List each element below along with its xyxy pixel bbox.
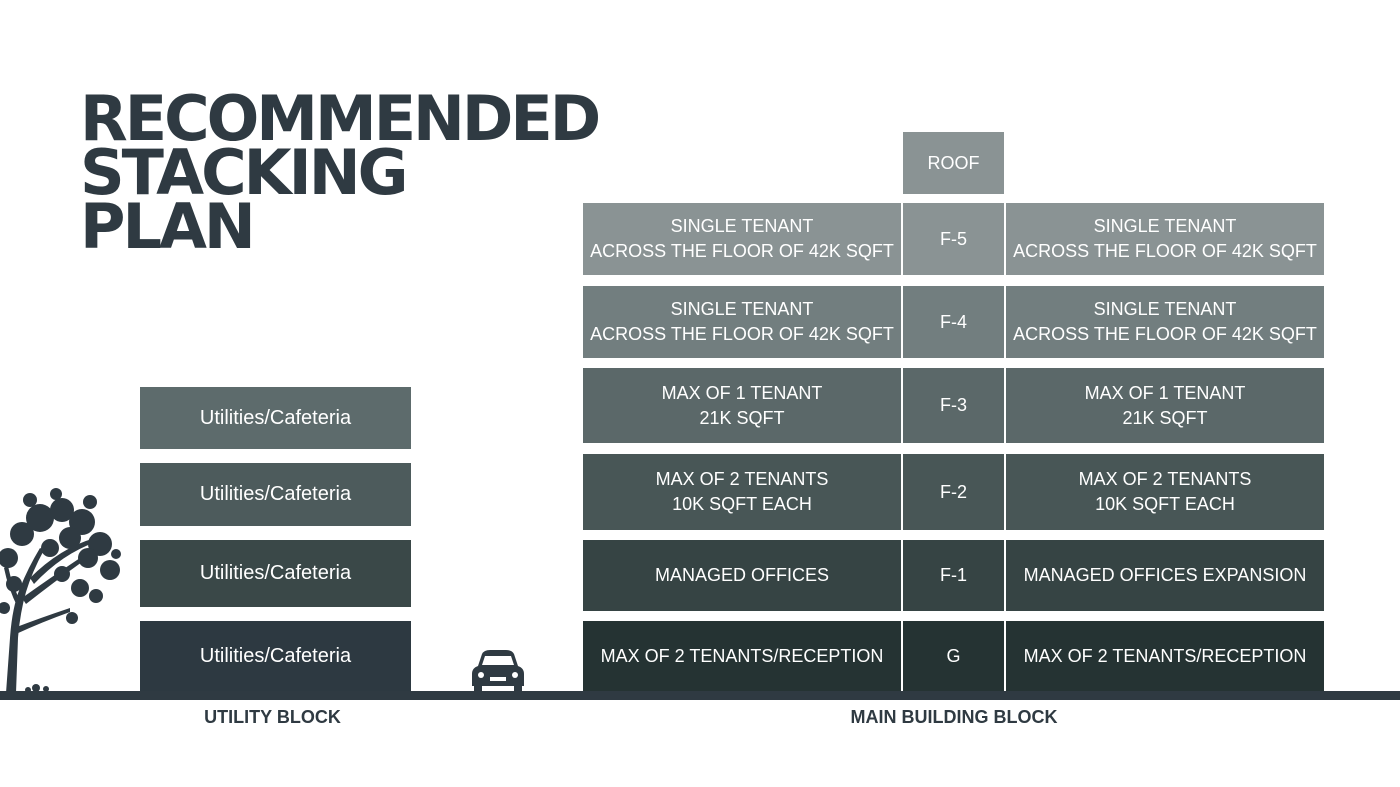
floor-f4-left	[583, 286, 901, 358]
title-line-2: STACKING	[80, 136, 406, 209]
floor-f3-label	[903, 368, 1004, 443]
floor-right-text: MAX OF 1 TENANT 21K SQFT	[1084, 382, 1246, 428]
utility-floor-label: Utilities/Cafeteria	[199, 406, 352, 429]
floor-number: F-2	[940, 481, 967, 502]
floor-left-text: SINGLE TENANT ACROSS THE FLOOR OF 42K SQFT	[590, 299, 894, 344]
car-icon	[470, 650, 526, 694]
roof-label: ROOF	[927, 152, 980, 173]
floor-f4-right	[1006, 286, 1324, 358]
floor-f1-left	[583, 540, 901, 611]
floor-f1-right	[1006, 540, 1324, 611]
floor-right-text: SINGLE TENANT ACROSS THE FLOOR OF 42K SQFT	[1013, 216, 1317, 261]
floor-f3-right	[1006, 368, 1324, 443]
roof-cell	[903, 132, 1004, 194]
title-line-3: PLAN	[80, 190, 253, 263]
ground-line	[0, 691, 1400, 700]
floor-f5-right	[1006, 203, 1324, 275]
floor-f2-right	[1006, 454, 1324, 530]
floor-number: F-1	[940, 565, 967, 585]
floor-number: F-5	[940, 228, 967, 249]
floor-g-label	[903, 621, 1004, 692]
floor-f5-left	[583, 203, 901, 275]
floor-left-text: MANAGED OFFICES	[654, 565, 829, 585]
title-line-1: RECOMMENDED	[80, 82, 599, 155]
floor-number: F-4	[940, 311, 967, 332]
utility-floor-1	[140, 621, 411, 692]
floor-right-text: MANAGED OFFICES EXPANSION	[1023, 565, 1307, 585]
floor-left-text: SINGLE TENANT ACROSS THE FLOOR OF 42K SQFT	[590, 216, 894, 261]
utility-floor-3	[140, 463, 411, 526]
utility-floor-label: Utilities/Cafeteria	[199, 645, 352, 667]
floor-left-text: MAX OF 2 TENANTS 10K SQFT EACH	[655, 469, 829, 514]
floor-left-text: MAX OF 2 TENANTS/RECEPTION	[600, 646, 884, 666]
utility-floor-label: Utilities/Cafeteria	[199, 483, 352, 505]
floor-f2-left	[583, 454, 901, 530]
floor-f3-left	[583, 368, 901, 443]
floor-f2-label	[903, 454, 1004, 530]
floor-f5-label	[903, 203, 1004, 275]
floor-number: G	[946, 646, 961, 666]
utility-floor-2	[140, 540, 411, 607]
floor-left-text: MAX OF 1 TENANT 21K SQFT	[661, 382, 823, 428]
floor-right-text: MAX OF 2 TENANTS 10K SQFT EACH	[1078, 469, 1252, 514]
utility-block-label: UTILITY BLOCK	[204, 707, 341, 727]
utility-floor-4	[140, 387, 411, 449]
floor-g-right	[1006, 621, 1324, 692]
floor-g-left	[583, 621, 901, 692]
page-title	[80, 82, 599, 263]
utility-floor-label: Utilities/Cafeteria	[199, 562, 352, 584]
tree-icon	[0, 488, 122, 693]
floor-f4-label	[903, 286, 1004, 358]
main-building-block-label: MAIN BUILDING BLOCK	[850, 707, 1058, 727]
floor-f1-label	[903, 540, 1004, 611]
floor-number: F-3	[940, 395, 967, 415]
floor-right-text: MAX OF 2 TENANTS/RECEPTION	[1023, 646, 1307, 666]
floor-right-text: SINGLE TENANT ACROSS THE FLOOR OF 42K SQFT	[1013, 299, 1317, 344]
